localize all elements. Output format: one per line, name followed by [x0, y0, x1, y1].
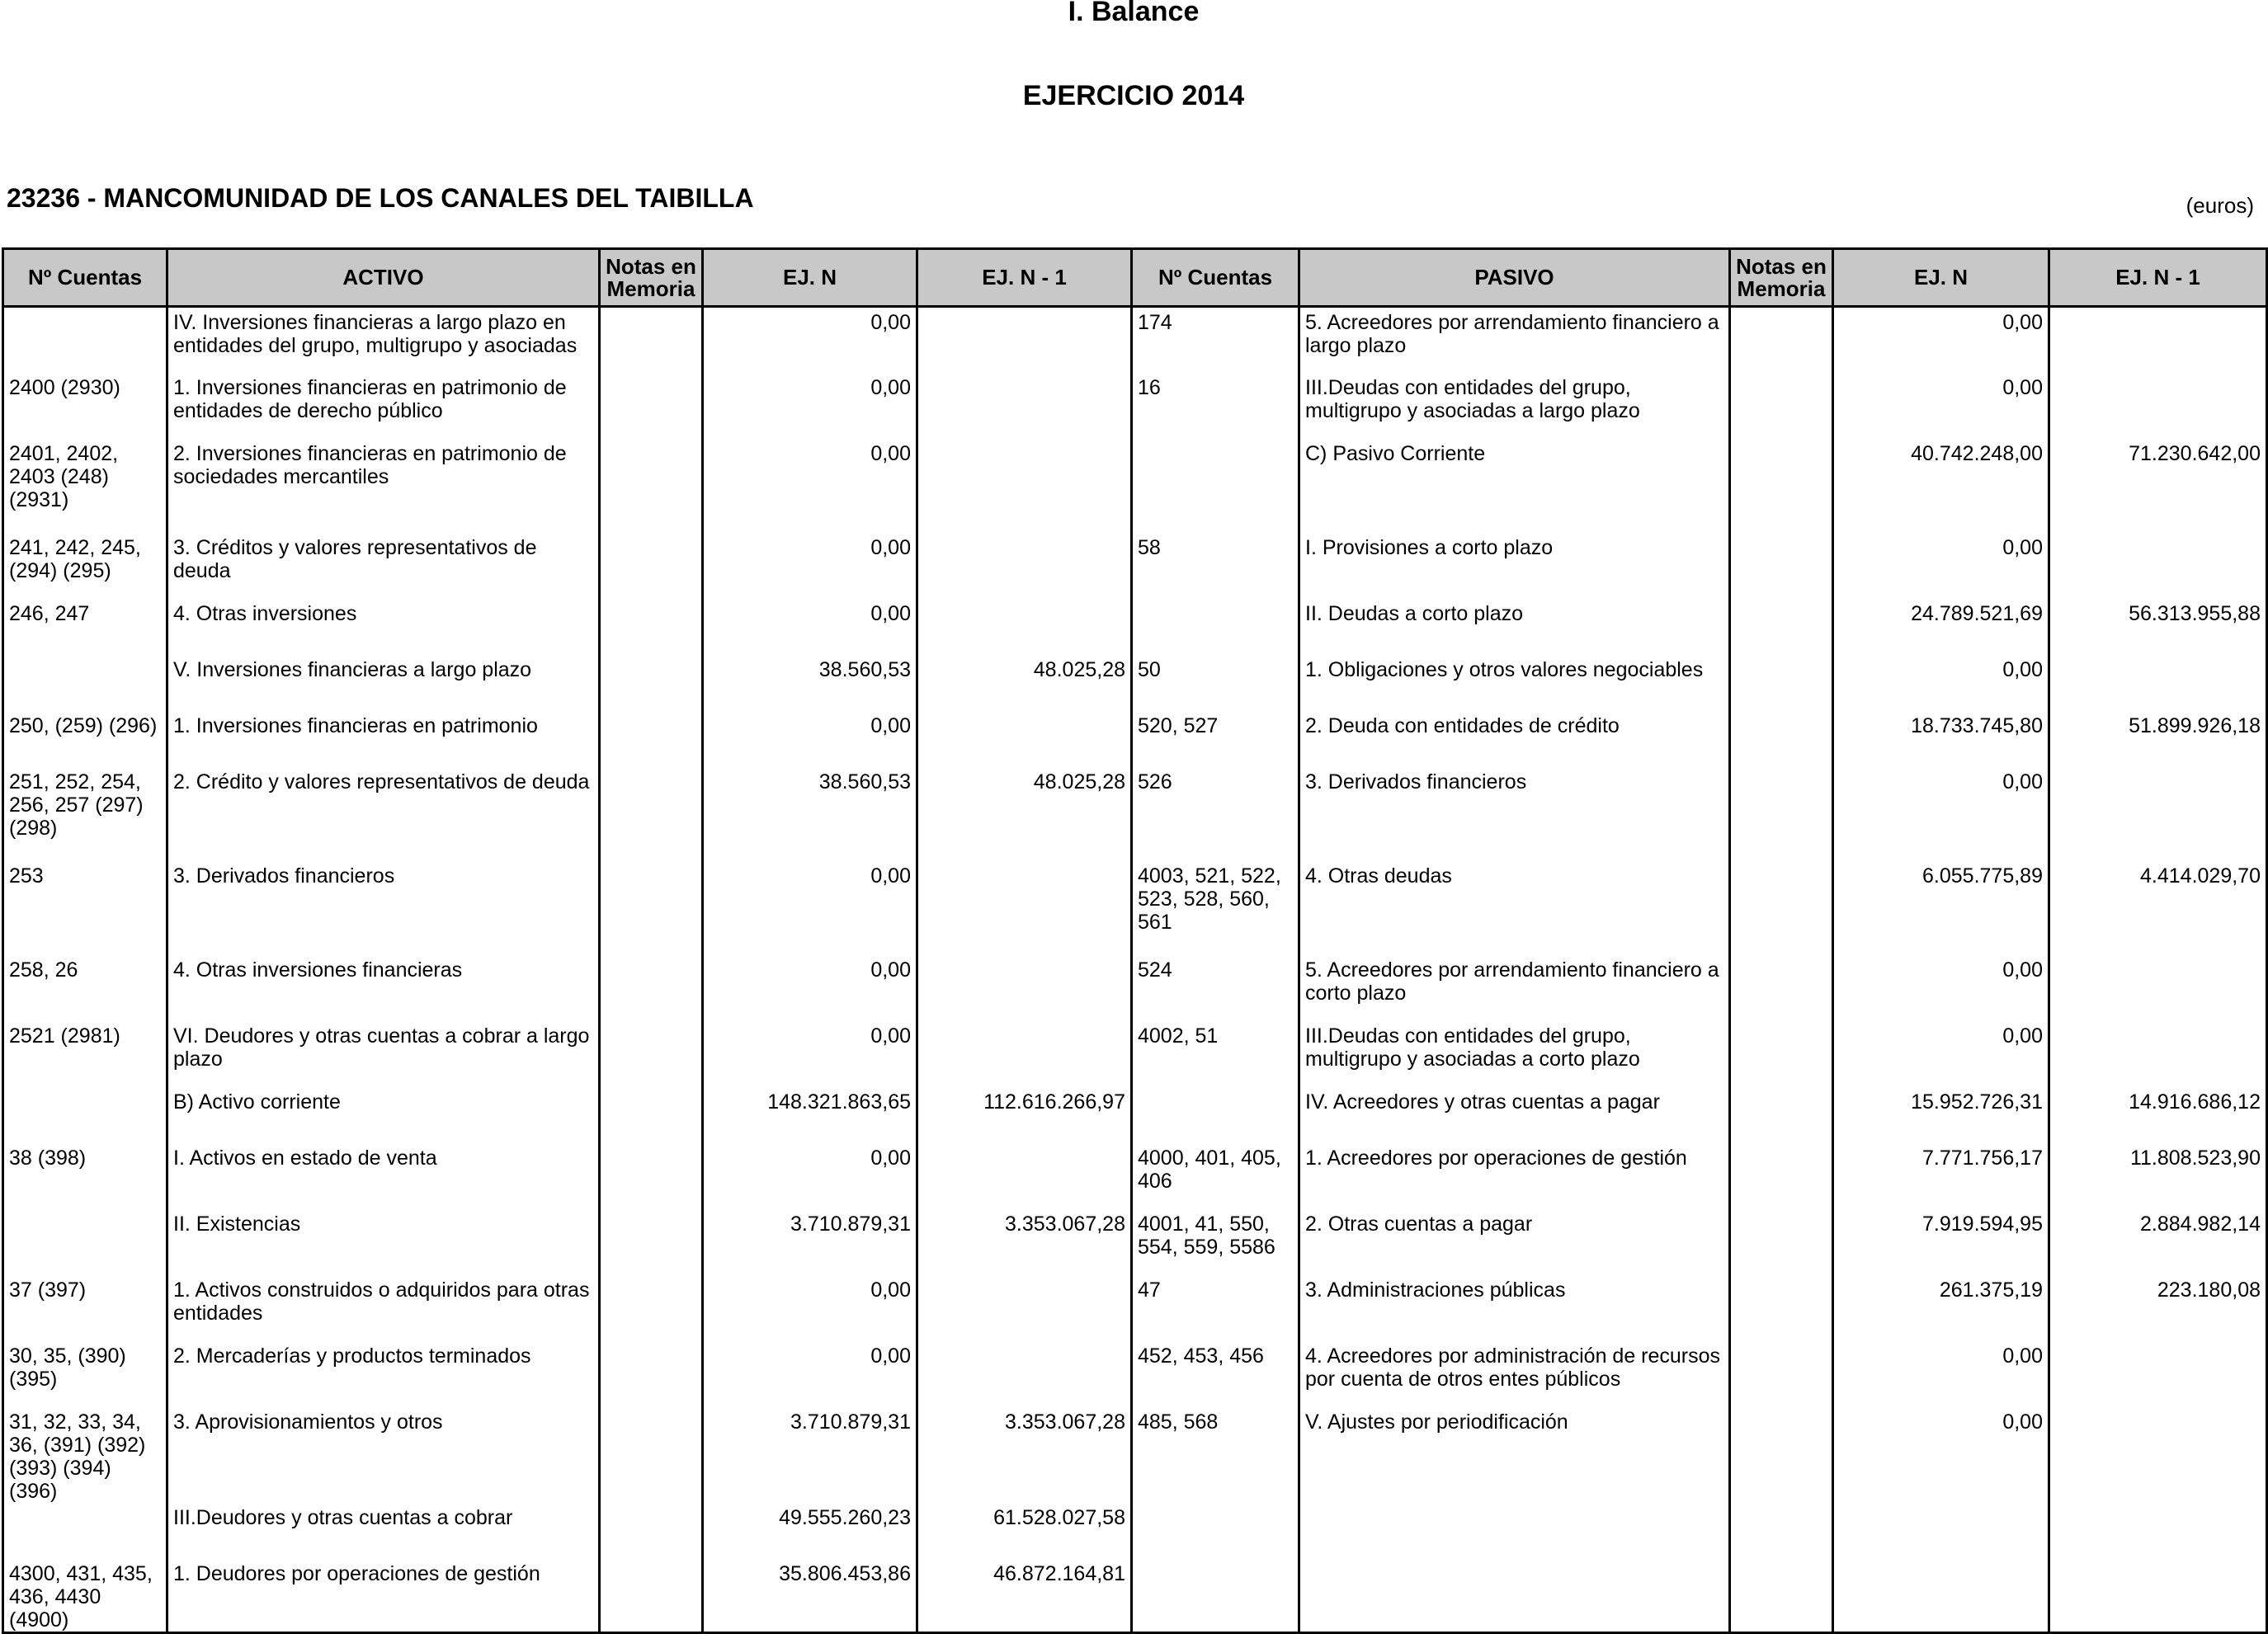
notas-activo	[600, 1087, 703, 1143]
cuenta-activo: 2400 (2930)	[3, 373, 167, 439]
notas-pasivo	[1730, 1021, 1833, 1087]
table-row	[3, 1143, 2267, 1209]
table-row	[3, 955, 2267, 1021]
importe-n1-pasivo	[2049, 955, 2267, 1021]
importe-n1-activo	[917, 307, 1132, 373]
importe-n1-pasivo	[2049, 533, 2267, 599]
notas-pasivo-header: Notas en Memoria	[1730, 249, 1833, 307]
cuenta-pasivo: 452, 453, 456	[1132, 1341, 1299, 1407]
importe-n1-activo	[917, 955, 1132, 1021]
notas-activo	[600, 1559, 703, 1633]
table-row	[3, 1275, 2267, 1341]
importe-n-activo: 0,00	[703, 373, 917, 439]
importe-n1-pasivo: 56.313.955,88	[2049, 599, 2267, 655]
importe-n1-pasivo: 223.180,08	[2049, 1275, 2267, 1341]
concepto-activo: 2. Crédito y valores representativos de deuda	[167, 767, 600, 861]
concepto-pasivo: IV. Acreedores y otras cuentas a pagar	[1299, 1087, 1730, 1143]
table-row	[3, 861, 2267, 955]
importe-n-activo: 38.560,53	[703, 767, 917, 861]
concepto-activo: 3. Créditos y valores representativos de deuda	[167, 533, 600, 599]
table-row	[3, 307, 2267, 373]
notas-activo	[600, 711, 703, 767]
notas-pasivo	[1730, 1407, 1833, 1503]
cuenta-pasivo: 485, 568	[1132, 1407, 1299, 1503]
table-row	[3, 1021, 2267, 1087]
importe-n1-activo	[917, 1341, 1132, 1407]
concepto-activo: B) Activo corriente	[167, 1087, 600, 1143]
notas-activo	[600, 1503, 703, 1559]
cuenta-activo	[3, 1087, 167, 1143]
concepto-pasivo: 2. Deuda con entidades de crédito	[1299, 711, 1730, 767]
concepto-pasivo: 4. Acreedores por administración de recursos por cuenta de otros entes públicos	[1299, 1341, 1730, 1407]
importe-n-pasivo: 40.742.248,00	[1833, 439, 2049, 533]
importe-n1-pasivo	[2049, 1407, 2267, 1503]
concepto-activo: 1. Inversiones financieras en patrimonio de entidades de derecho público	[167, 373, 600, 439]
concepto-pasivo: II. Deudas a corto plazo	[1299, 599, 1730, 655]
notas-pasivo	[1730, 861, 1833, 955]
cuentas-activo-header: Nº Cuentas	[3, 249, 167, 307]
cuenta-activo	[3, 307, 167, 373]
concepto-activo: II. Existencias	[167, 1209, 600, 1275]
importe-n1-pasivo: 51.899.926,18	[2049, 711, 2267, 767]
importe-n-pasivo: 7.919.594,95	[1833, 1209, 2049, 1275]
table-row	[3, 767, 2267, 861]
notas-pasivo	[1730, 1341, 1833, 1407]
importe-n1-pasivo: 71.230.642,00	[2049, 439, 2267, 533]
notas-activo	[600, 1341, 703, 1407]
importe-n-activo: 3.710.879,31	[703, 1209, 917, 1275]
importe-n1-activo: 3.353.067,28	[917, 1407, 1132, 1503]
pasivo-header: PASIVO	[1299, 249, 1730, 307]
notas-activo	[600, 767, 703, 861]
concepto-activo: V. Inversiones financieras a largo plazo	[167, 655, 600, 711]
ej-n1-activo-header: EJ. N - 1	[917, 249, 1132, 307]
cuentas-pasivo-header: Nº Cuentas	[1132, 249, 1299, 307]
importe-n1-activo: 112.616.266,97	[917, 1087, 1132, 1143]
concepto-activo: 3. Derivados financieros	[167, 861, 600, 955]
concepto-pasivo: 4. Otras deudas	[1299, 861, 1730, 955]
importe-n-activo: 0,00	[703, 955, 917, 1021]
importe-n1-pasivo	[2049, 1559, 2267, 1633]
table-row	[3, 1559, 2267, 1633]
notas-activo	[600, 373, 703, 439]
importe-n1-pasivo	[2049, 767, 2267, 861]
importe-n1-pasivo: 2.884.982,14	[2049, 1209, 2267, 1275]
notas-pasivo	[1730, 1143, 1833, 1209]
importe-n-pasivo: 24.789.521,69	[1833, 599, 2049, 655]
importe-n1-activo	[917, 1021, 1132, 1087]
cuenta-activo: 37 (397)	[3, 1275, 167, 1341]
cuenta-activo	[3, 1503, 167, 1559]
notas-pasivo	[1730, 655, 1833, 711]
concepto-pasivo	[1299, 1559, 1730, 1633]
cuenta-activo	[3, 655, 167, 711]
notas-activo	[600, 1275, 703, 1341]
balance-table	[2, 247, 2268, 1634]
importe-n1-pasivo	[2049, 655, 2267, 711]
importe-n-pasivo: 0,00	[1833, 1407, 2049, 1503]
importe-n-activo: 3.710.879,31	[703, 1407, 917, 1503]
notas-pasivo	[1730, 1087, 1833, 1143]
table-row	[3, 711, 2267, 767]
cuenta-pasivo	[1132, 439, 1299, 533]
concepto-pasivo: 5. Acreedores por arrendamiento financiero a largo plazo	[1299, 307, 1730, 373]
table-body	[3, 307, 2267, 1633]
table-row	[3, 1209, 2267, 1275]
importe-n1-pasivo: 14.916.686,12	[2049, 1087, 2267, 1143]
importe-n-activo: 0,00	[703, 599, 917, 655]
notas-activo	[600, 1021, 703, 1087]
importe-n1-activo: 46.872.164,81	[917, 1559, 1132, 1633]
ej-n-activo-header: EJ. N	[703, 249, 917, 307]
entity-name: 23236 - MANCOMUNIDAD DE LOS CANALES DEL TAIBILLA	[7, 183, 754, 213]
importe-n-pasivo: 261.375,19	[1833, 1275, 2049, 1341]
notas-pasivo	[1730, 1275, 1833, 1341]
importe-n-activo: 0,00	[703, 1143, 917, 1209]
concepto-activo: VI. Deudores y otras cuentas a cobrar a largo plazo	[167, 1021, 600, 1087]
importe-n1-pasivo	[2049, 1021, 2267, 1087]
concepto-activo: 4. Otras inversiones	[167, 599, 600, 655]
concepto-pasivo: III.Deudas con entidades del grupo, multigrupo y asociadas a largo plazo	[1299, 373, 1730, 439]
importe-n-activo: 148.321.863,65	[703, 1087, 917, 1143]
cuenta-pasivo: 58	[1132, 533, 1299, 599]
concepto-pasivo: 3. Derivados financieros	[1299, 767, 1730, 861]
cuenta-pasivo	[1132, 1087, 1299, 1143]
ej-n-pasivo-header: EJ. N	[1833, 249, 2049, 307]
importe-n-pasivo: 0,00	[1833, 307, 2049, 373]
concepto-activo: 2. Mercaderías y productos terminados	[167, 1341, 600, 1407]
table-header	[3, 249, 2267, 307]
importe-n-pasivo: 7.771.756,17	[1833, 1143, 2049, 1209]
cuenta-pasivo: 520, 527	[1132, 711, 1299, 767]
currency-units: (euros)	[2185, 193, 2254, 218]
concepto-pasivo: 5. Acreedores por arrendamiento financiero a corto plazo	[1299, 955, 1730, 1021]
importe-n-activo: 0,00	[703, 711, 917, 767]
notas-activo-header: Notas en Memoria	[600, 249, 703, 307]
importe-n1-pasivo	[2049, 1341, 2267, 1407]
cuenta-pasivo	[1132, 599, 1299, 655]
importe-n1-activo: 3.353.067,28	[917, 1209, 1132, 1275]
notas-activo	[600, 599, 703, 655]
importe-n-pasivo: 0,00	[1833, 655, 2049, 711]
importe-n-pasivo: 0,00	[1833, 1021, 2049, 1087]
table-row	[3, 373, 2267, 439]
cuenta-pasivo: 174	[1132, 307, 1299, 373]
page-title: I. Balance	[1068, 0, 1200, 27]
table-row	[3, 655, 2267, 711]
notas-pasivo	[1730, 373, 1833, 439]
cuenta-activo: 38 (398)	[3, 1143, 167, 1209]
importe-n1-activo: 48.025,28	[917, 767, 1132, 861]
concepto-activo: 3. Aprovisionamientos y otros	[167, 1407, 600, 1503]
importe-n1-pasivo	[2049, 373, 2267, 439]
importe-n-pasivo: 6.055.775,89	[1833, 861, 2049, 955]
importe-n-activo: 49.555.260,23	[703, 1503, 917, 1559]
table-row	[3, 1341, 2267, 1407]
concepto-activo: I. Activos en estado de venta	[167, 1143, 600, 1209]
cuenta-pasivo	[1132, 1503, 1299, 1559]
table-row	[3, 1087, 2267, 1143]
cuenta-activo: 251, 252, 254, 256, 257 (297) (298)	[3, 767, 167, 861]
cuenta-pasivo: 526	[1132, 767, 1299, 861]
importe-n1-activo	[917, 1143, 1132, 1209]
cuenta-activo: 31, 32, 33, 34, 36, (391) (392) (393) (394) (396)	[3, 1407, 167, 1503]
concepto-pasivo: 2. Otras cuentas a pagar	[1299, 1209, 1730, 1275]
importe-n1-activo	[917, 533, 1132, 599]
table-row	[3, 599, 2267, 655]
importe-n1-pasivo	[2049, 1503, 2267, 1559]
importe-n1-activo	[917, 861, 1132, 955]
cuenta-activo: 253	[3, 861, 167, 955]
cuenta-activo: 246, 247	[3, 599, 167, 655]
notas-pasivo	[1730, 955, 1833, 1021]
cuenta-activo: 30, 35, (390) (395)	[3, 1341, 167, 1407]
cuenta-activo	[3, 1209, 167, 1275]
notas-pasivo	[1730, 1503, 1833, 1559]
fiscal-year-title: EJERCICIO 2014	[1022, 80, 1245, 111]
notas-pasivo	[1730, 1209, 1833, 1275]
concepto-pasivo: I. Provisiones a corto plazo	[1299, 533, 1730, 599]
notas-activo	[600, 655, 703, 711]
cuenta-activo: 241, 242, 245, (294) (295)	[3, 533, 167, 599]
cuenta-pasivo: 4002, 51	[1132, 1021, 1299, 1087]
cuenta-activo: 4300, 431, 435, 436, 4430 (4900)	[3, 1559, 167, 1633]
notas-activo	[600, 439, 703, 533]
notas-activo	[600, 1209, 703, 1275]
importe-n1-activo: 61.528.027,58	[917, 1503, 1132, 1559]
importe-n-activo: 35.806.453,86	[703, 1559, 917, 1633]
importe-n-activo: 0,00	[703, 861, 917, 955]
activo-header: ACTIVO	[167, 249, 600, 307]
importe-n-activo: 0,00	[703, 1275, 917, 1341]
cuenta-pasivo: 50	[1132, 655, 1299, 711]
concepto-pasivo: C) Pasivo Corriente	[1299, 439, 1730, 533]
concepto-pasivo: III.Deudas con entidades del grupo, multigrupo y asociadas a corto plazo	[1299, 1021, 1730, 1087]
importe-n-activo: 0,00	[703, 439, 917, 533]
cuenta-pasivo: 4001, 41, 550, 554, 559, 5586	[1132, 1209, 1299, 1275]
concepto-activo: 4. Otras inversiones financieras	[167, 955, 600, 1021]
importe-n-pasivo: 0,00	[1833, 767, 2049, 861]
cuenta-activo: 2401, 2402, 2403 (248) (2931)	[3, 439, 167, 533]
concepto-activo: IV. Inversiones financieras a largo plazo en entidades del grupo, multigrupo y asociadas	[167, 307, 600, 373]
notas-pasivo	[1730, 1559, 1833, 1633]
importe-n1-activo	[917, 439, 1132, 533]
notas-pasivo	[1730, 711, 1833, 767]
concepto-activo: 1. Deudores por operaciones de gestión	[167, 1559, 600, 1633]
importe-n-pasivo: 0,00	[1833, 955, 2049, 1021]
importe-n1-pasivo	[2049, 307, 2267, 373]
notas-activo	[600, 1407, 703, 1503]
importe-n-activo: 0,00	[703, 307, 917, 373]
cuenta-activo: 258, 26	[3, 955, 167, 1021]
concepto-pasivo: 3. Administraciones públicas	[1299, 1275, 1730, 1341]
cuenta-activo: 2521 (2981)	[3, 1021, 167, 1087]
concepto-activo: 2. Inversiones financieras en patrimonio de sociedades mercantiles	[167, 439, 600, 533]
importe-n-pasivo: 0,00	[1833, 1341, 2049, 1407]
concepto-pasivo	[1299, 1503, 1730, 1559]
table-row	[3, 439, 2267, 533]
notas-pasivo	[1730, 439, 1833, 533]
concepto-activo: 1. Activos construidos o adquiridos para otras entidades	[167, 1275, 600, 1341]
cuenta-pasivo: 4003, 521, 522, 523, 528, 560, 561	[1132, 861, 1299, 955]
importe-n1-activo	[917, 711, 1132, 767]
notas-pasivo	[1730, 599, 1833, 655]
notas-activo	[600, 861, 703, 955]
importe-n-pasivo: 15.952.726,31	[1833, 1087, 2049, 1143]
importe-n-pasivo: 18.733.745,80	[1833, 711, 2049, 767]
table-row	[3, 1407, 2267, 1503]
notas-pasivo	[1730, 767, 1833, 861]
importe-n-activo: 38.560,53	[703, 655, 917, 711]
importe-n1-pasivo: 11.808.523,90	[2049, 1143, 2267, 1209]
cuenta-activo: 250, (259) (296)	[3, 711, 167, 767]
importe-n-activo: 0,00	[703, 533, 917, 599]
importe-n1-activo	[917, 599, 1132, 655]
notas-activo	[600, 533, 703, 599]
notas-activo	[600, 1143, 703, 1209]
cuenta-pasivo: 4000, 401, 405, 406	[1132, 1143, 1299, 1209]
importe-n-activo: 0,00	[703, 1021, 917, 1087]
cuenta-pasivo: 16	[1132, 373, 1299, 439]
notas-activo	[600, 955, 703, 1021]
notas-activo	[600, 307, 703, 373]
concepto-activo: III.Deudores y otras cuentas a cobrar	[167, 1503, 600, 1559]
concepto-pasivo: V. Ajustes por periodificación	[1299, 1407, 1730, 1503]
cuenta-pasivo: 47	[1132, 1275, 1299, 1341]
header-row	[3, 249, 2267, 307]
cuenta-pasivo: 524	[1132, 955, 1299, 1021]
importe-n-activo: 0,00	[703, 1341, 917, 1407]
cuenta-pasivo	[1132, 1559, 1299, 1633]
importe-n-pasivo: 0,00	[1833, 533, 2049, 599]
importe-n-pasivo	[1833, 1559, 2049, 1633]
ej-n1-pasivo-header: EJ. N - 1	[2049, 249, 2267, 307]
concepto-activo: 1. Inversiones financieras en patrimonio	[167, 711, 600, 767]
table-row	[3, 533, 2267, 599]
importe-n1-activo	[917, 1275, 1132, 1341]
importe-n1-pasivo: 4.414.029,70	[2049, 861, 2267, 955]
importe-n1-activo: 48.025,28	[917, 655, 1132, 711]
concepto-pasivo: 1. Acreedores por operaciones de gestión	[1299, 1143, 1730, 1209]
importe-n-pasivo	[1833, 1503, 2049, 1559]
concepto-pasivo: 1. Obligaciones y otros valores negociables	[1299, 655, 1730, 711]
importe-n-pasivo: 0,00	[1833, 373, 2049, 439]
importe-n1-activo	[917, 373, 1132, 439]
notas-pasivo	[1730, 533, 1833, 599]
notas-pasivo	[1730, 307, 1833, 373]
table-row	[3, 1503, 2267, 1559]
